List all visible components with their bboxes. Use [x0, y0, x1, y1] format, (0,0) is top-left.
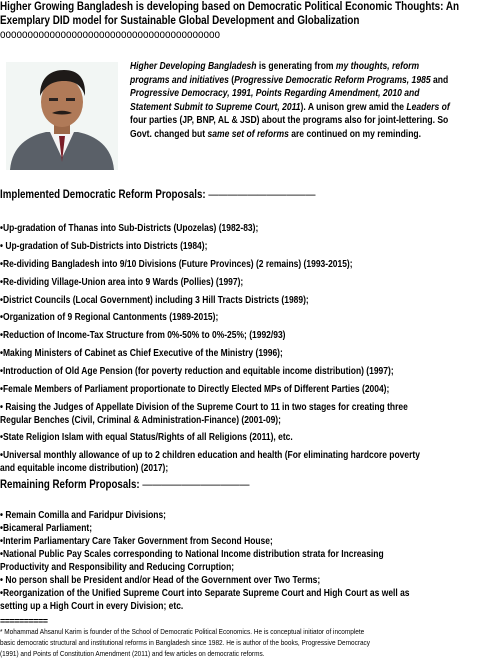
- footnote-line: basic democratic structural and institutional reforms in Bangladesh since 1982. He is author of the books, Progressive Democracy: [0, 637, 370, 647]
- intro-text: programs and initiatives: [130, 74, 229, 86]
- intro-text: Progressive Democratic Reform Programs, 1985: [234, 74, 431, 86]
- intro-text: Statement Submit to Supreme Court, 2011: [130, 101, 301, 113]
- list-item: •State Religion Islam with equal Status/Rights of all Religions (2011), etc.: [0, 432, 293, 444]
- intro-text: Govt. changed but: [130, 128, 208, 140]
- list-item: •Female Members of Parliament proportionate to Directly Elected MPs of Different Parties (2004);: [0, 384, 390, 396]
- separator-line: ==========: [0, 616, 48, 626]
- list-item: • Raising the Judges of Appellate Division of the Supreme Court to 11 in two stages for creating three Regular Benches (Civil, Criminal & Administration-Finance) (2001-09);: [0, 401, 408, 426]
- headline-ornament: oooooooooooooooooooooooooooooooooooooooo: [0, 29, 221, 41]
- intro-text: my thoughts, reform: [335, 61, 420, 72]
- list-item: •Reorganization of the Unified Supreme Court into Separate Supreme Court and High Court as well as setting up a High Court in every Division; etc.: [0, 588, 410, 612]
- intro-text: same set of reforms: [207, 128, 289, 140]
- intro-line: [130, 60, 437, 74]
- author-footnote: [0, 627, 497, 659]
- intro-text: and: [430, 74, 449, 86]
- headline-line-2: Exemplary DID model for Sustainable Global Development and Globalization: [0, 15, 360, 27]
- list-item: •Reduction of Income-Tax Structure from 0%-50% to 0%-25%; (1992/93): [0, 330, 286, 342]
- list-item: •Bicameral Parliament;: [0, 523, 93, 535]
- author-portrait: [6, 62, 118, 170]
- remaining-reforms-list: [0, 510, 497, 614]
- heading-rule: ———————————: [205, 188, 316, 201]
- footnote-line: (1991) and Points of Constitution Amendment (2011) and few articles on democratic reforms.: [0, 648, 265, 658]
- section-heading: Implemented Democratic Reform Proposals:: [0, 188, 206, 201]
- remaining-section-title: [0, 478, 249, 491]
- headline-line-1: Higher Growing Bangladesh is developing based on Democratic Political Economic Thoughts: An: [0, 1, 460, 13]
- heading-rule: ———————————: [139, 478, 250, 491]
- implemented-reforms-list: [0, 223, 497, 481]
- list-item: •District Councils (Local Government) including 3 Hill Tracts Districts (1989);: [0, 294, 309, 306]
- intro-line: [130, 74, 449, 88]
- list-item: • Up-gradation of Sub-Districts into Districts (1984);: [0, 240, 208, 252]
- section-heading: Remaining Reform Proposals:: [0, 478, 140, 491]
- list-item: •Organization of 9 Regional Cantonments (1989-2015);: [0, 312, 219, 324]
- list-item: •National Public Pay Scales corresponding to National Income distribution strata for Increasing Productivity and Responsibility and Reducing Corruption;: [0, 549, 384, 573]
- implemented-section-title: [0, 188, 315, 201]
- list-item: •Up-gradation of Thanas into Sub-Districts (Upozelas) (1982-83);: [0, 223, 259, 234]
- intro-line: four parties (JP, BNP, AL & JSD) about the programs also for joint-lettering. So: [130, 115, 449, 127]
- intro-text: Leaders of: [406, 101, 450, 113]
- list-item: •Re-dividing Village-Union area into 9 Wards (Pollies) (1997);: [0, 276, 244, 288]
- list-item: •Universal monthly allowance of up to 2 children education and health (For eliminating hardcore poverty and equitable income distribution) (2017);: [0, 450, 420, 474]
- list-item: • Remain Comilla and Faridpur Divisions;: [0, 510, 166, 521]
- list-item: •Making Ministers of Cabinet as Chief Executive of the Ministry (1996);: [0, 348, 283, 360]
- portrait-illustration: [6, 62, 118, 170]
- list-item: •Re-dividing Bangladesh into 9/10 Divisions (Future Provinces) (2 remains) (1993-2015);: [0, 258, 353, 270]
- intro-line: Progressive Democracy, 1991, Points Regarding Amendment, 2010 and: [130, 88, 420, 100]
- intro-text: are continued on my reminding.: [288, 128, 422, 140]
- intro-text: Higher Developing Bangladesh: [130, 61, 257, 72]
- intro-line: [130, 128, 437, 142]
- list-item: •Interim Parliamentary Care Taker Government from Second House;: [0, 536, 273, 548]
- intro-text: (: [228, 74, 235, 86]
- list-item: •Introduction of Old Age Pension (for poverty reduction and equitable income distribution) (1997);: [0, 366, 394, 378]
- intro-paragraph: [130, 60, 495, 142]
- footnote-line: * Mohammad Ahsanul Karim is founder of the School of Democratic Political Economics. He is conceptual initiator of incomplete: [0, 627, 365, 636]
- intro-line: [130, 101, 450, 115]
- list-item: • No person shall be President and/or Head of the Government over Two Terms;: [0, 574, 321, 586]
- intro-text: ). A unison grew amid the: [300, 101, 407, 113]
- intro-text: is generating from: [258, 61, 336, 72]
- article-header: [0, 0, 497, 42]
